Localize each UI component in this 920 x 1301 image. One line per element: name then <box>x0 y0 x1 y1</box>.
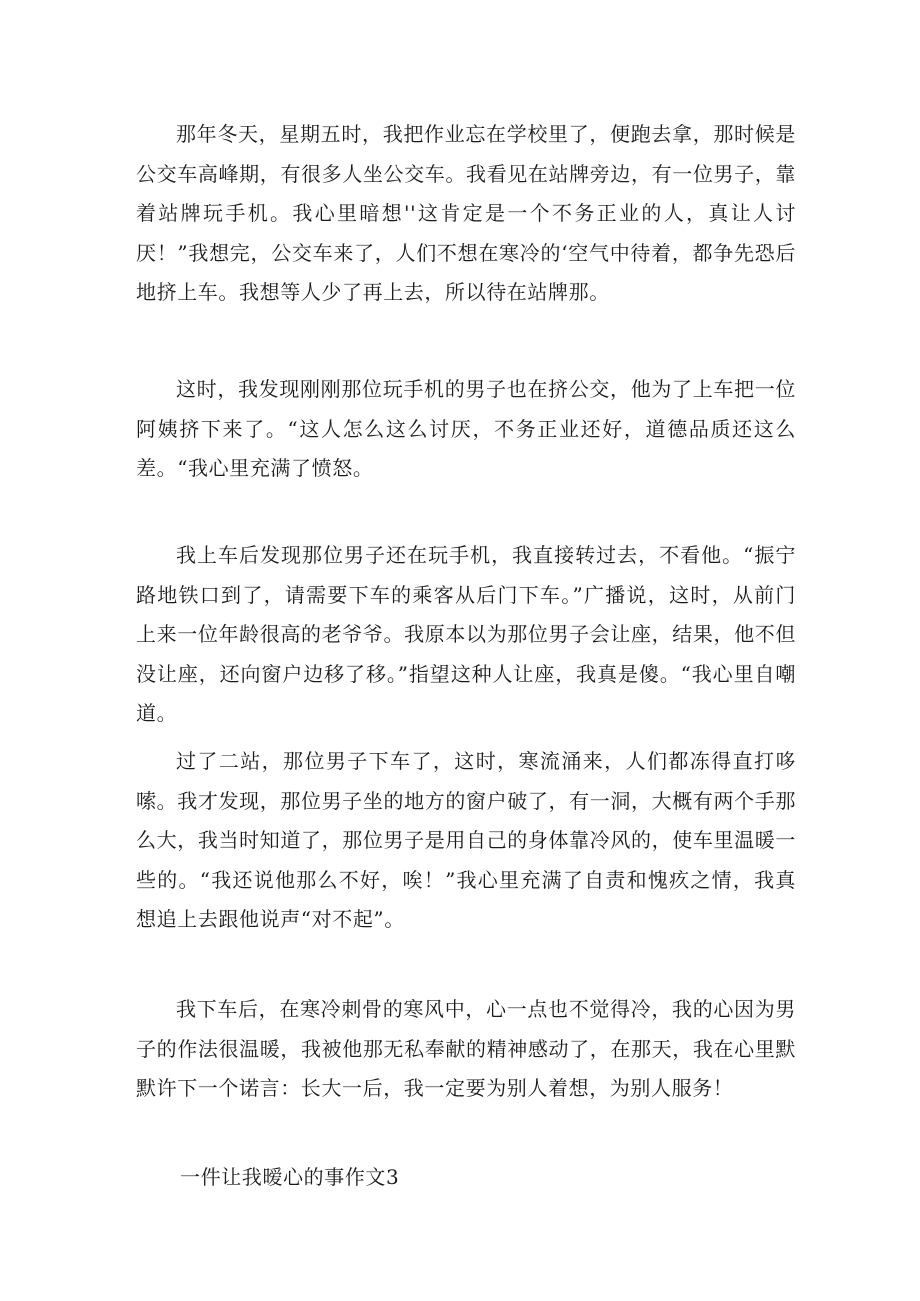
paragraph-1: 那年冬天，星期五时，我把作业忘在学校里了，便跑去拿，那时候是公交车高峰期，有很多人坐公交车。我看见在站牌旁边，有一位男子，靠着站牌玩手机。我心里暗想''这肯定是一个不务正业的人，真让人讨厌！”我想完，公交车来了，人们不想在寒冷的‘空气中待着，都争先恐后地挤上车。我想等人少了再上去，所以待在站牌那。 <box>136 122 796 304</box>
paragraph-2: 这时，我发现刚刚那位玩手机的男子也在挤公交，他为了上车把一位阿姨挤下来了。“这人怎么这么讨厌，不务正业还好，道德品质还这么差。“我心里充满了愤怒。 <box>136 377 796 480</box>
paragraph-5: 我下车后，在寒冷刺骨的寒风中，心一点也不觉得冷，我的心因为男子的作法很温暖，我被他那无私奉献的精神感动了，在那天，我在心里默默许下一个诺言：长大一后，我一定要为别人着想，为别人服务！ <box>136 997 796 1100</box>
essay-heading: 一件让我暧心的事作文3 <box>180 1165 400 1189</box>
paragraph-3: 我上车后发现那位男子还在玩手机，我直接转过去，不看他。“振宁路地铁口到了，请需要下车的乘客从后门下车。”广播说，这时，从前门上来一位年龄很高的老爷爷。我原本以为那位男子会让座，结果，他不但没让座，还向窗户边移了移。”指望这种人让座，我真是傻。“我心里自嘲道。 <box>136 543 796 725</box>
paragraph-4: 过了二站，那位男子下车了，这时，寒流涌来，人们都冻得直打哆嗦。我才发现，那位男子坐的地方的窗户破了，有一洞，大概有两个手那么大，我当时知道了，那位男子是用自己的身体靠冷风的，使车里温暖一些的。“我还说他那么不好，唉！”我心里充满了自责和愧疚之情，我真想追上去跟他说声“对不起”。 <box>136 749 796 931</box>
